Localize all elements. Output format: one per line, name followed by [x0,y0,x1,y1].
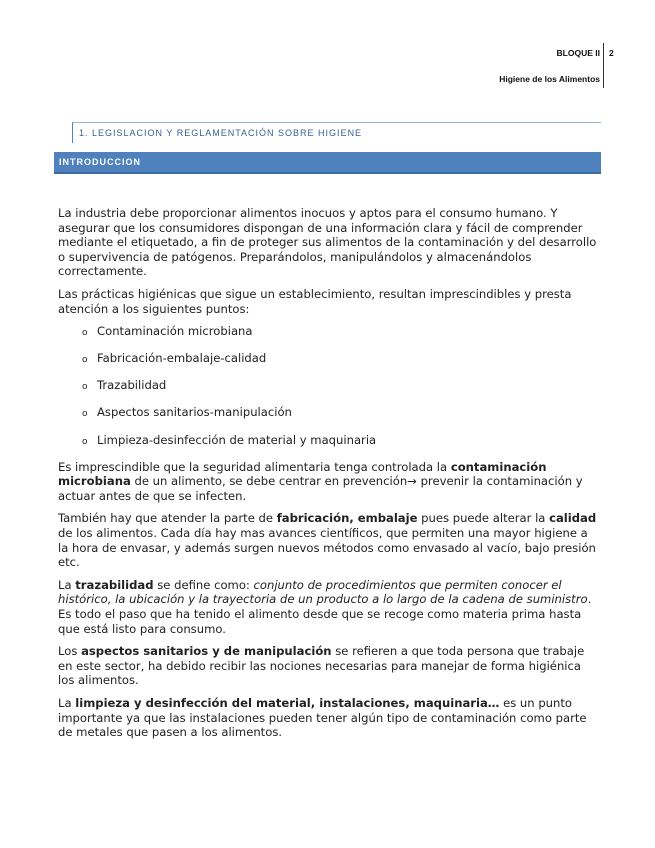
text-run: También hay que atender la parte de [58,511,277,526]
text-run: se refieren a que toda persona que trabaje en este sector, ha debido recibir las nociones necesarias para manejar de forma higiénica los alimentos. [58,644,585,688]
header-subtitle: Higiene de los Alimentos [499,74,600,84]
list-item [82,433,600,450]
list-item-text: Aspectos sanitarios-manipulación [97,405,292,420]
section-title: INTRODUCCION [59,157,141,167]
paragraph-sanitary [58,644,600,688]
italic-definition: conjunto de procedimientos que permiten conocer el histórico, la ubicación y la trayectoria de un producto a lo largo de la cadena de suministro [58,577,588,607]
list-item-text: Contaminación microbiana [97,324,253,339]
text-run: La [58,577,76,592]
header-block-label: BLOQUE II [556,48,600,58]
list-item-text: Limpieza-desinfección de material y maquinaria [97,432,377,447]
bullet-marker: o [82,355,88,366]
list-item [82,378,600,395]
bold-term: limpieza y desinfección del material, instalaciones, maquinaria… [75,695,500,710]
bold-term: trazabilidad [75,577,154,592]
bullet-marker: o [82,436,88,447]
toc-entry-label: 1. LEGISLACION Y REGLAMENTACIÓN SOBRE HIGIENE [79,128,363,138]
document-body [58,206,600,748]
text-run: de un alimento, se debe centrar en prevención→ prevenir la contaminación y actuar antes de que se infecten. [58,474,583,503]
text-run: pues puede alterar la [417,511,550,526]
paragraph-practices: Las prácticas higiénicas que sigue un establecimiento, resultan imprescindibles y presta atención a los siguientes puntos: [58,286,572,316]
toc-entry [72,122,601,143]
bold-term: fabricación, embalaje [276,511,418,526]
paragraph-contamination [58,460,600,504]
header-divider [603,43,604,88]
paragraph-intro: La industria debe proporcionar alimentos inocuos y aptos para el consumo humano. Y asegurar que los consumidores dispongan de una información clara y fácil de comprender mediante el etiquetado, a fin de proteger sus alimentos de la contaminación y del desarrollo o supervivencia de patógenos. Preparándolos, manipulándolos y almacenándolos correctamente. [58,206,597,279]
list-item-text: Fabricación-embalaje-calidad [97,351,267,366]
text-run: La [58,695,76,710]
paragraph-fabrication [58,511,600,569]
bullet-marker: o [82,328,88,339]
paragraph-cleaning [58,696,600,740]
paragraph-traceability [58,578,600,636]
bold-term: calidad [549,511,597,526]
text-run: Los [58,644,82,659]
text-run: . Es todo el paso que ha tenido el alimento desde que se recoge como materia prima hasta que está listo para consumo. [58,592,592,636]
list-item [82,405,600,422]
list-item [82,324,600,341]
text-run: se define como: [153,577,254,592]
text-run: de los alimentos. Cada día hay mas avances científicos, que permiten una mayor higiene a la hora de envasar, y además surgen nuevos métodos como envasado al vacío, bajo presión etc. [58,526,596,570]
text-run: es un punto importante ya que las instalaciones pueden tener algún tipo de contaminación como parte de metales que pasen a los alimentos. [58,695,587,740]
bullet-marker: o [82,409,88,420]
bullet-marker: o [82,382,88,393]
page-number: 2 [609,48,614,58]
section-heading [54,152,601,174]
text-run: Es imprescindible que la seguridad alimentaria tenga controlada la [58,459,451,474]
list-item-text: Trazabilidad [97,378,167,393]
points-list [58,324,600,449]
list-item [82,351,600,368]
bold-term: contaminación microbiana [58,459,547,489]
bold-term: aspectos sanitarios y de manipulación [81,644,332,659]
